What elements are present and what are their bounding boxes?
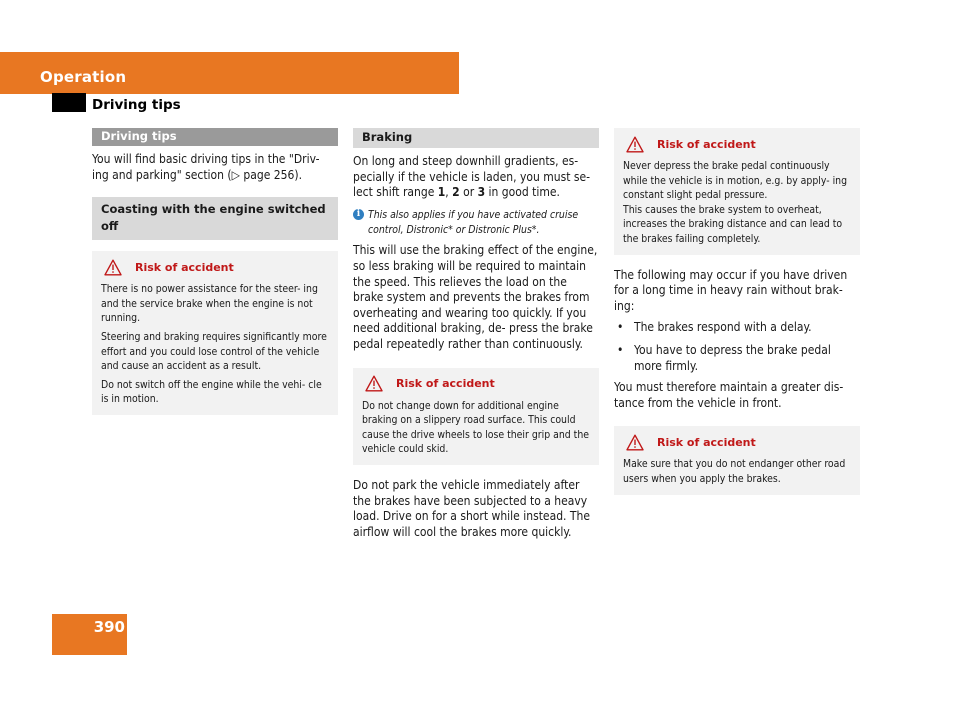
shift-range-2: 2 xyxy=(452,185,460,200)
bullet-list xyxy=(614,320,860,374)
list-item-text: The brakes respond with a delay. xyxy=(634,320,812,335)
list-item xyxy=(614,320,860,336)
driving-tips-heading: Driving tips xyxy=(92,128,338,146)
column-3 xyxy=(614,128,860,495)
braking-intro-end: in good time. xyxy=(485,185,560,200)
warning-triangle-icon xyxy=(626,434,644,451)
column-2 xyxy=(353,128,599,540)
warning-header xyxy=(101,258,329,276)
chapter-title: Operation xyxy=(40,68,127,86)
list-item-text: You have to depress the brake pedal more firmly. xyxy=(634,342,831,373)
chapter-header-bar xyxy=(0,52,459,94)
warning-header xyxy=(362,375,590,393)
warning-triangle-icon xyxy=(626,136,644,153)
braking-intro-text: On long and steep downhill gradients, es- pecially if the vehicle is laden, you must se- lect shift range xyxy=(353,154,591,200)
warning-title: Risk of accident xyxy=(135,260,234,274)
page-number: 390 xyxy=(93,618,125,636)
shift-range-3: 3 xyxy=(477,185,486,200)
warning-text: Steering and braking requires significantly more effort and you could lose control of the vehicle and cause an accident as a result. xyxy=(101,330,327,373)
braking-heading: Braking xyxy=(353,128,599,148)
section-title: Driving tips xyxy=(92,97,181,113)
warning-text: This causes the brake system to overheat, increases the braking distance and can lead to the brakes failing completely. xyxy=(623,203,843,245)
section-marker xyxy=(52,93,86,112)
column-1 xyxy=(92,128,338,415)
braking-intro xyxy=(353,154,599,201)
warning-text: Do not change down for additional engine braking on a slippery road surface. This could cause the drive wheels to lose their grip and the vehicle could skid. xyxy=(362,399,590,456)
warning-box xyxy=(614,128,860,255)
bullet-icon: • xyxy=(617,342,624,357)
separator: or xyxy=(459,185,478,200)
warning-box xyxy=(353,368,599,465)
warning-header xyxy=(623,135,851,153)
shift-range-1: 1 xyxy=(437,185,446,200)
warning-box xyxy=(92,251,338,415)
warning-text: Never depress the brake pedal continuously while the vehicle is in motion, e.g. by apply- ing constant slight pedal pressure. xyxy=(623,160,848,202)
warning-text: Do not switch off the engine while the vehi- cle is in motion. xyxy=(101,378,322,406)
driving-tips-intro: You will find basic driving tips in the "Driv- ing and parking" section (▷ page 256). xyxy=(92,152,320,182)
bullet-icon: • xyxy=(617,320,624,335)
warning-title: Risk of accident xyxy=(396,377,495,391)
separator: , xyxy=(445,185,453,200)
distance-paragraph: You must therefore maintain a greater dis- tance from the vehicle in front. xyxy=(614,380,844,410)
list-item xyxy=(614,343,860,374)
warning-triangle-icon xyxy=(104,259,122,276)
coasting-heading: Coasting with the engine switched off xyxy=(92,197,338,240)
warning-triangle-icon xyxy=(365,375,383,392)
warning-header xyxy=(623,433,851,451)
heavy-rain-paragraph: The following may occur if you have driven for a long time in heavy rain without brak- ing: xyxy=(614,267,848,313)
page-number-box xyxy=(52,614,127,655)
info-note-text: This also applies if you have activated cruise control, Distronic* or Distronic Plus*. xyxy=(368,208,579,236)
info-icon: i xyxy=(353,209,364,220)
warning-title: Risk of accident xyxy=(657,137,756,151)
parking-paragraph: Do not park the vehicle immediately after the brakes have been subjected to a heavy load. Drive on for a short while instead. The airflow will cool the brakes more quickly. xyxy=(353,477,590,539)
engine-braking-paragraph: This will use the braking effect of the engine, so less braking will be required to maintain the speed. This relieves the load on the brake system and prevents the brakes from overheating and wearing too quickly. If you need additional braking, de- press the brake pedal repeatedly rather than continuously. xyxy=(353,243,598,351)
warning-box xyxy=(614,426,860,494)
info-note xyxy=(353,208,599,238)
warning-text: There is no power assistance for the steer- ing and the service brake when the engine is not running. xyxy=(101,283,318,325)
warning-text: Make sure that you do not endanger other road users when you apply the brakes. xyxy=(623,458,846,485)
warning-title: Risk of accident xyxy=(657,435,756,449)
